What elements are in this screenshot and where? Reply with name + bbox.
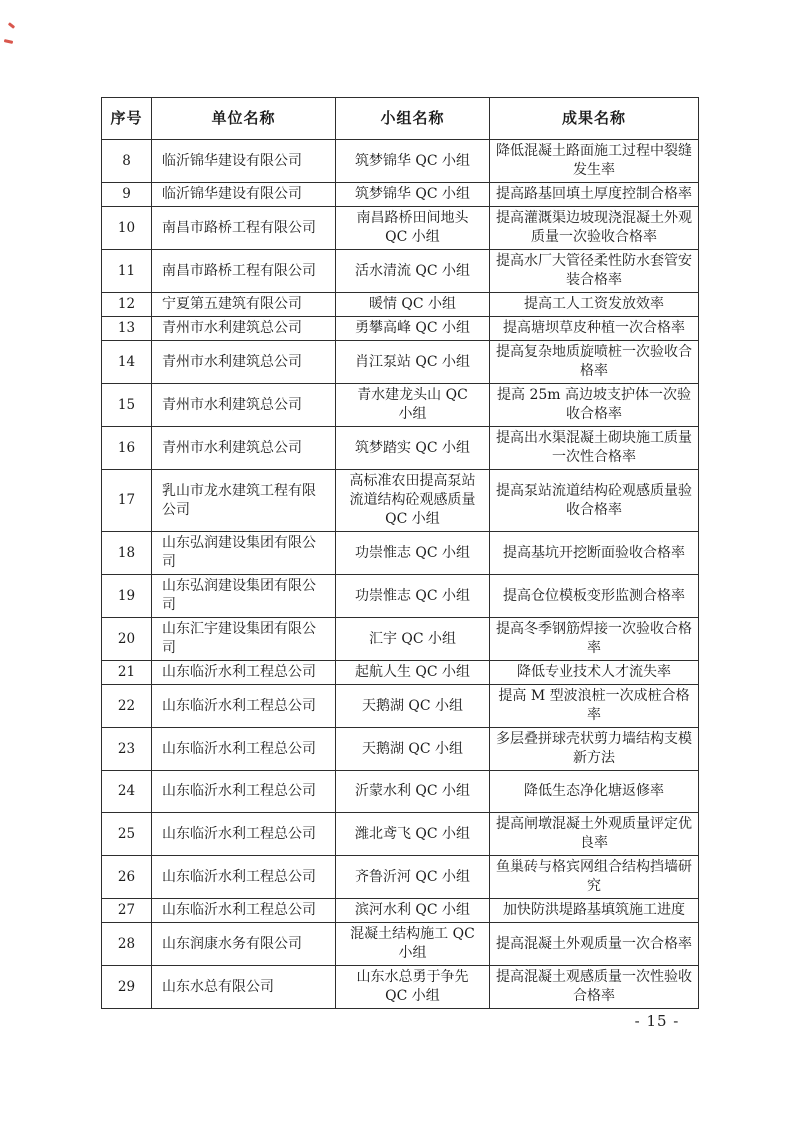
cell-company: 青州市水利建筑总公司 bbox=[152, 384, 336, 427]
table-row bbox=[102, 470, 699, 532]
cell-no: 19 bbox=[102, 575, 152, 618]
cell-company: 山东临沂水利工程总公司 bbox=[152, 856, 336, 899]
cell-company: 山东润康水务有限公司 bbox=[152, 923, 336, 966]
cell-company: 山东临沂水利工程总公司 bbox=[152, 661, 336, 685]
cell-company: 山东临沂水利工程总公司 bbox=[152, 728, 336, 771]
cell-company: 青州市水利建筑总公司 bbox=[152, 317, 336, 341]
cell-group: 高标准农田提高泵站流道结构砼观感质量 QC 小组 bbox=[336, 470, 490, 532]
cell-result: 提高仓位模板变形监测合格率 bbox=[490, 575, 699, 618]
cell-group: 筑梦踏实 QC 小组 bbox=[336, 427, 490, 470]
cell-result: 提高混凝土观感质量一次性验收合格率 bbox=[490, 966, 699, 1009]
cell-company: 青州市水利建筑总公司 bbox=[152, 341, 336, 384]
qc-results-table bbox=[101, 97, 699, 1009]
cell-no: 17 bbox=[102, 470, 152, 532]
cell-no: 15 bbox=[102, 384, 152, 427]
cell-result: 提高水厂大管径柔性防水套管安装合格率 bbox=[490, 250, 699, 293]
cell-company: 南昌市路桥工程有限公司 bbox=[152, 207, 336, 250]
cell-company: 山东弘润建设集团有限公司 bbox=[152, 532, 336, 575]
cell-result: 提高工人工资发放效率 bbox=[490, 293, 699, 317]
cell-no: 16 bbox=[102, 427, 152, 470]
cell-no: 22 bbox=[102, 685, 152, 728]
cell-no: 29 bbox=[102, 966, 152, 1009]
cell-group: 暖情 QC 小组 bbox=[336, 293, 490, 317]
table-row bbox=[102, 183, 699, 207]
header-result: 成果名称 bbox=[490, 98, 699, 140]
cell-group: 沂蒙水利 QC 小组 bbox=[336, 771, 490, 813]
cell-result: 多层叠拼球壳状剪力墙结构支模新方法 bbox=[490, 728, 699, 771]
cell-group: 潍北鸢飞 QC 小组 bbox=[336, 813, 490, 856]
cell-company: 乳山市龙水建筑工程有限公司 bbox=[152, 470, 336, 532]
table-row bbox=[102, 728, 699, 771]
cell-result: 提高基坑开挖断面验收合格率 bbox=[490, 532, 699, 575]
red-annotation-mark bbox=[4, 39, 13, 44]
cell-group: 活水清流 QC 小组 bbox=[336, 250, 490, 293]
cell-company: 山东水总有限公司 bbox=[152, 966, 336, 1009]
table-row bbox=[102, 317, 699, 341]
cell-group: 天鹅湖 QC 小组 bbox=[336, 728, 490, 771]
cell-group: 功崇惟志 QC 小组 bbox=[336, 575, 490, 618]
table-row bbox=[102, 771, 699, 813]
red-annotation-mark bbox=[8, 22, 15, 29]
table-row bbox=[102, 618, 699, 661]
cell-no: 26 bbox=[102, 856, 152, 899]
cell-result: 降低混凝土路面施工过程中裂缝发生率 bbox=[490, 140, 699, 183]
cell-company: 山东临沂水利工程总公司 bbox=[152, 685, 336, 728]
cell-group: 齐鲁沂河 QC 小组 bbox=[336, 856, 490, 899]
cell-no: 18 bbox=[102, 532, 152, 575]
table-row bbox=[102, 899, 699, 923]
cell-company: 青州市水利建筑总公司 bbox=[152, 427, 336, 470]
cell-result: 降低专业技术人才流失率 bbox=[490, 661, 699, 685]
cell-result: 提高闸墩混凝土外观质量评定优良率 bbox=[490, 813, 699, 856]
table-row bbox=[102, 140, 699, 183]
cell-no: 28 bbox=[102, 923, 152, 966]
cell-result: 降低生态净化塘返修率 bbox=[490, 771, 699, 813]
table-body bbox=[102, 140, 699, 1009]
cell-no: 12 bbox=[102, 293, 152, 317]
cell-company: 宁夏第五建筑有限公司 bbox=[152, 293, 336, 317]
cell-group: 起航人生 QC 小组 bbox=[336, 661, 490, 685]
cell-group: 筑梦锦华 QC 小组 bbox=[336, 140, 490, 183]
cell-result: 加快防洪堤路基填筑施工进度 bbox=[490, 899, 699, 923]
table-row bbox=[102, 923, 699, 966]
header-row bbox=[102, 98, 699, 140]
cell-company: 山东临沂水利工程总公司 bbox=[152, 813, 336, 856]
cell-company: 山东汇宇建设集团有限公司 bbox=[152, 618, 336, 661]
cell-group: 天鹅湖 QC 小组 bbox=[336, 685, 490, 728]
cell-result: 提高 M 型波浪桩一次成桩合格率 bbox=[490, 685, 699, 728]
cell-group: 混凝土结构施工 QC 小组 bbox=[336, 923, 490, 966]
cell-no: 24 bbox=[102, 771, 152, 813]
cell-result: 提高泵站流道结构砼观感质量验收合格率 bbox=[490, 470, 699, 532]
cell-company: 山东弘润建设集团有限公司 bbox=[152, 575, 336, 618]
table-row bbox=[102, 966, 699, 1009]
cell-no: 23 bbox=[102, 728, 152, 771]
cell-result: 提高塘坝草皮种植一次合格率 bbox=[490, 317, 699, 341]
cell-no: 14 bbox=[102, 341, 152, 384]
cell-group: 汇宇 QC 小组 bbox=[336, 618, 490, 661]
table-row bbox=[102, 532, 699, 575]
cell-result: 提高路基回填土厚度控制合格率 bbox=[490, 183, 699, 207]
cell-group: 筑梦锦华 QC 小组 bbox=[336, 183, 490, 207]
cell-company: 临沂锦华建设有限公司 bbox=[152, 183, 336, 207]
cell-no: 9 bbox=[102, 183, 152, 207]
header-group: 小组名称 bbox=[336, 98, 490, 140]
cell-group: 南昌路桥田间地头 QC 小组 bbox=[336, 207, 490, 250]
cell-no: 8 bbox=[102, 140, 152, 183]
cell-group: 青水建龙头山 QC 小组 bbox=[336, 384, 490, 427]
cell-group: 勇攀高峰 QC 小组 bbox=[336, 317, 490, 341]
table-row bbox=[102, 341, 699, 384]
cell-no: 13 bbox=[102, 317, 152, 341]
cell-result: 提高灌溉渠边坡现浇混凝土外观质量一次验收合格率 bbox=[490, 207, 699, 250]
cell-company: 临沂锦华建设有限公司 bbox=[152, 140, 336, 183]
table-row bbox=[102, 685, 699, 728]
cell-no: 20 bbox=[102, 618, 152, 661]
page-number: - 15 - bbox=[634, 1012, 680, 1030]
cell-group: 滨河水利 QC 小组 bbox=[336, 899, 490, 923]
table-row bbox=[102, 427, 699, 470]
table-header bbox=[102, 98, 699, 140]
cell-group: 山东水总勇于争先 QC 小组 bbox=[336, 966, 490, 1009]
table-row bbox=[102, 293, 699, 317]
table-row bbox=[102, 813, 699, 856]
cell-no: 11 bbox=[102, 250, 152, 293]
table-row bbox=[102, 250, 699, 293]
table-row bbox=[102, 661, 699, 685]
cell-result: 提高混凝土外观质量一次合格率 bbox=[490, 923, 699, 966]
cell-company: 山东临沂水利工程总公司 bbox=[152, 771, 336, 813]
cell-result: 提高 25m 高边坡支护体一次验收合格率 bbox=[490, 384, 699, 427]
cell-result: 鱼巢砖与格宾网组合结构挡墙研究 bbox=[490, 856, 699, 899]
cell-result: 提高出水渠混凝土砌块施工质量一次性合格率 bbox=[490, 427, 699, 470]
cell-company: 山东临沂水利工程总公司 bbox=[152, 899, 336, 923]
cell-group: 功崇惟志 QC 小组 bbox=[336, 532, 490, 575]
cell-no: 25 bbox=[102, 813, 152, 856]
cell-company: 南昌市路桥工程有限公司 bbox=[152, 250, 336, 293]
table-row bbox=[102, 856, 699, 899]
cell-group: 肖江泵站 QC 小组 bbox=[336, 341, 490, 384]
cell-no: 10 bbox=[102, 207, 152, 250]
header-company: 单位名称 bbox=[152, 98, 336, 140]
cell-no: 21 bbox=[102, 661, 152, 685]
table-row bbox=[102, 575, 699, 618]
cell-result: 提高冬季钢筋焊接一次验收合格率 bbox=[490, 618, 699, 661]
header-no: 序号 bbox=[102, 98, 152, 140]
cell-result: 提高复杂地质旋喷桩一次验收合格率 bbox=[490, 341, 699, 384]
table-row bbox=[102, 384, 699, 427]
cell-no: 27 bbox=[102, 899, 152, 923]
table-row bbox=[102, 207, 699, 250]
